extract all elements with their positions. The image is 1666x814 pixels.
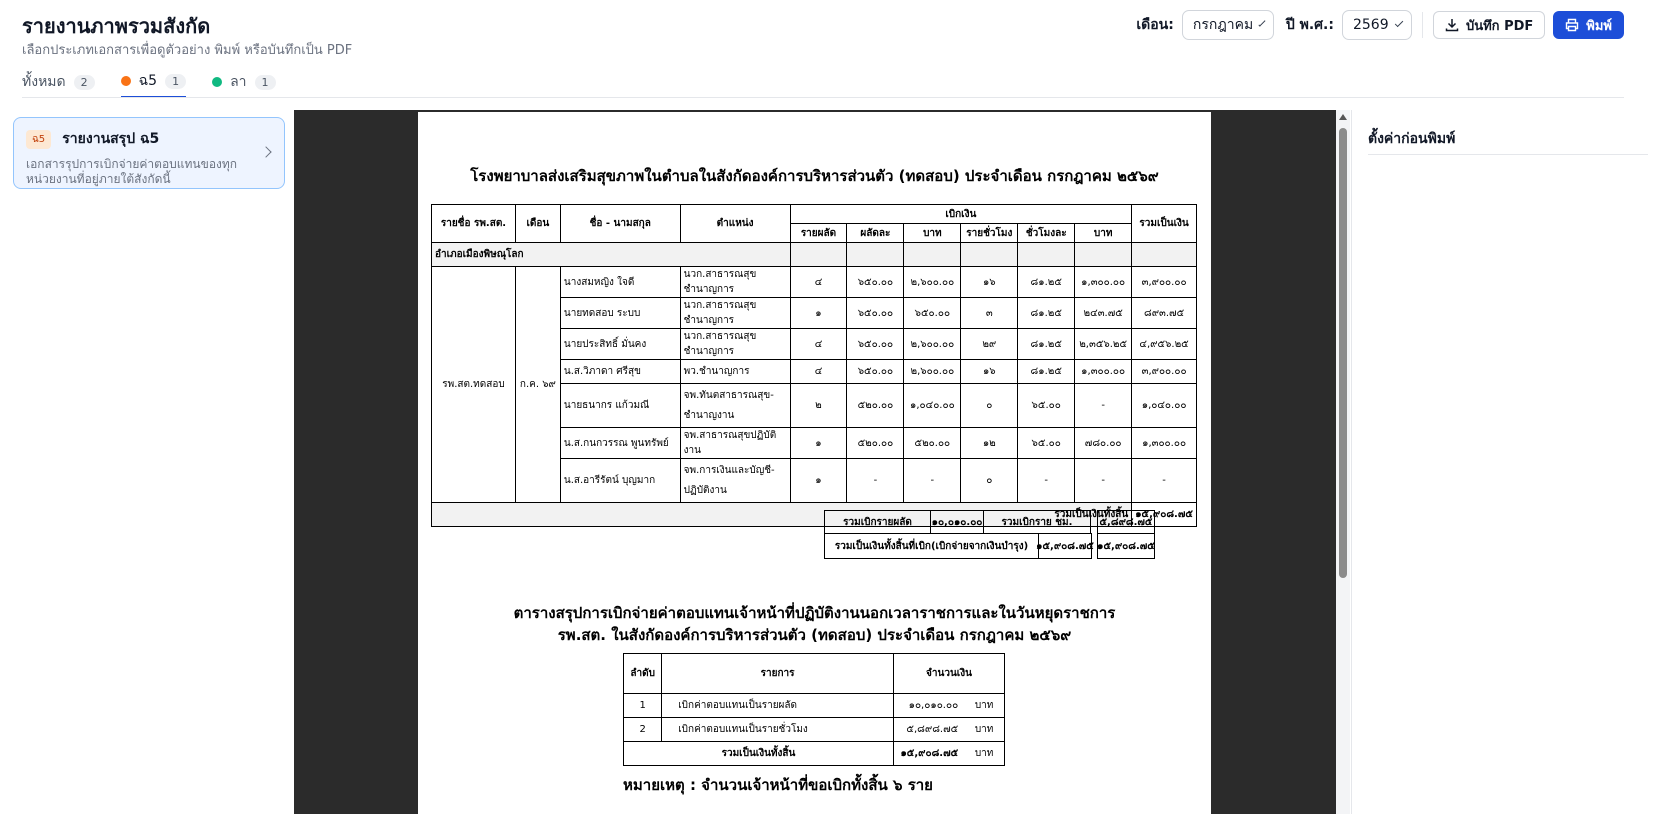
green-dot-icon xyxy=(212,77,222,87)
cell-hour-baht: ๑,๓๐๐.๐๐ xyxy=(1075,267,1132,298)
cell-shifts: ๔ xyxy=(790,329,847,360)
summary-total-label: รวมเป็นเงินทั้งสิ้น xyxy=(624,742,894,766)
print-button[interactable] xyxy=(1553,11,1624,39)
year-select-value: 2569 xyxy=(1352,17,1389,33)
card-description: เอกสารรุปการเบิกจ่ายค่าตอบแทนของทุกหน่วยงานที่อยู่ภายใต้สังกัดนี้ xyxy=(26,157,238,186)
cell-position: จพ.การเงินและบัญชี-ปฏิบัติงาน xyxy=(680,459,790,503)
tab-all[interactable] xyxy=(22,66,95,98)
tab-count: 1 xyxy=(165,74,186,89)
cell-hour-baht: ๑,๓๐๐.๐๐ xyxy=(1075,360,1132,384)
th-total: รวมเป็นเงิน xyxy=(1132,205,1197,243)
cell-item: เบิกค่าตอบแทนเป็นรายชั่วโมง xyxy=(662,718,894,742)
chevron-down-icon xyxy=(1394,19,1403,28)
summary-title-line1: ตารางสรุปการเบิกจ่ายค่าตอบแทนเจ้าหน้าที่ปฏิบัติงานนอกเวลาราชการและในวันหยุดราชการ xyxy=(513,604,1116,622)
cell-name: นายทดสอบ ระบบ xyxy=(560,298,680,329)
cell-shift-baht: ๒,๖๐๐.๐๐ xyxy=(904,329,961,360)
cell-hour-rate: ๘๑.๒๕ xyxy=(1018,360,1075,384)
cell-total: - xyxy=(1132,459,1197,503)
report-card-ch5[interactable] xyxy=(13,117,285,189)
summary-title-line2: รพ.สต. ในสังกัดองค์การบริหารส่วนตัว (ทดสอบ) ประจำเดือน กรกฎาคม ๒๕๖๙ xyxy=(557,626,1072,644)
detail-table xyxy=(431,204,1197,527)
th-baht: บาท xyxy=(1075,224,1132,243)
table-row xyxy=(432,267,1197,298)
document-page xyxy=(418,112,1211,814)
cell-hour-rate: ๖๕.๐๐ xyxy=(1018,384,1075,428)
table-row xyxy=(624,718,1005,742)
tab-count: 1 xyxy=(255,75,276,90)
cell-hours: ๐ xyxy=(961,459,1018,503)
cell-unit: บาท xyxy=(964,718,1004,742)
cell-shift-rate: ๖๕๐.๐๐ xyxy=(847,329,904,360)
cell-amount: ๕,๘๙๘.๗๕ xyxy=(893,718,964,742)
document-note: หมายเหตุ : จำนวนเจ้าหน้าที่ขอเบิกทั้งสิ้น ๖ ราย xyxy=(623,776,933,794)
month-select-value: กรกฎาคม xyxy=(1192,17,1254,33)
cell-total: ๓,๙๐๐.๐๐ xyxy=(1132,267,1197,298)
panel-divider xyxy=(1368,154,1648,155)
cell-name: นางสมหญิง ใจดี xyxy=(560,267,680,298)
printer-icon xyxy=(1565,18,1579,32)
cell-name: นายประสิทธิ์ มั่นคง xyxy=(560,329,680,360)
cell-position: จพ.สาธารณสุขปฏิบัติงาน xyxy=(680,428,790,459)
cell-name: น.ส.วิภาดา ศรีสุข xyxy=(560,360,680,384)
sum-hour-value: ๕,๘๙๘.๗๕ xyxy=(1097,510,1155,534)
district-cell: อำเภอเมืองพิษณุโลก xyxy=(432,243,791,267)
cell-shift-baht: ๒,๖๐๐.๐๐ xyxy=(904,360,961,384)
th-per-hour-rate: ชั่วโมงละ xyxy=(1018,224,1075,243)
cell-shift-baht: - xyxy=(904,459,961,503)
cell-hours: ๑๒ xyxy=(961,428,1018,459)
summary-total-unit: บาท xyxy=(964,742,1004,766)
th-per-hour: รายชั่วโมง xyxy=(961,224,1018,243)
cell-item: เบิกค่าตอบแทนเป็นรายผลัด xyxy=(662,694,894,718)
sum-all-value-1: ๑๕,๙๐๘.๗๕ xyxy=(1038,533,1092,559)
year-label: ปี พ.ศ.: xyxy=(1285,17,1334,33)
th-no: ลำดับ xyxy=(624,654,662,694)
save-pdf-button[interactable] xyxy=(1433,11,1545,39)
cell-shift-rate: ๖๕๐.๐๐ xyxy=(847,298,904,329)
filter-tabs xyxy=(22,66,276,98)
th-amount: จำนวนเงิน xyxy=(893,654,1004,694)
page-header xyxy=(0,0,1666,60)
sum-hour-label: รวมเบิกราย ชม. xyxy=(983,510,1091,534)
summary-total-row xyxy=(624,742,1005,766)
scrollbar-thumb[interactable] xyxy=(1339,128,1347,578)
th-position: ตำแหน่ง xyxy=(680,205,790,243)
tab-label: ฉ5 xyxy=(138,73,158,89)
cell-total: ๑,๐๔๐.๐๐ xyxy=(1132,384,1197,428)
page-title: รายงานภาพรวมสังกัด xyxy=(22,14,211,38)
sum-all-label: รวมเป็นเงินทั้งสิ้นที่เบิก(เบิกจ่ายจากเงินบำรุง) xyxy=(824,533,1039,559)
cell-hour-baht: ๗๘๐.๐๐ xyxy=(1075,428,1132,459)
card-badge: ฉ5 xyxy=(26,130,51,149)
cell-unit: บาท xyxy=(964,694,1004,718)
tab-leave[interactable] xyxy=(212,66,275,98)
sum-shift-label: รวมเบิกรายผลัด xyxy=(824,510,931,534)
page-subtitle: เลือกประเภทเอกสารเพื่อดูตัวอย่าง พิมพ์ หรือบันทึกเป็น PDF xyxy=(22,43,353,58)
th-item: รายการ xyxy=(662,654,894,694)
chevron-right-icon xyxy=(260,146,271,157)
cell-total: ๘๙๓.๗๕ xyxy=(1132,298,1197,329)
cell-hour-rate: ๖๕.๐๐ xyxy=(1018,428,1075,459)
cell-position: นวก.สาธารณสุขชำนาญการ xyxy=(680,267,790,298)
cell-total: ๔,๙๕๖.๒๕ xyxy=(1132,329,1197,360)
cell-shifts: ๔ xyxy=(790,267,847,298)
cell-hour-baht: ๒๔๓.๗๕ xyxy=(1075,298,1132,329)
cell-shift-baht: ๒,๖๐๐.๐๐ xyxy=(904,267,961,298)
facility-cell: รพ.สต.ทดสอบ xyxy=(432,267,516,503)
year-select[interactable] xyxy=(1342,10,1412,40)
print-label: พิมพ์ xyxy=(1586,18,1612,34)
cell-position: พว.ชำนาญการ xyxy=(680,360,790,384)
th-disburse: เบิกเงิน xyxy=(790,205,1132,224)
download-icon xyxy=(1445,18,1459,32)
tabs-divider xyxy=(22,97,1624,98)
cell-shifts: ๑ xyxy=(790,298,847,329)
cell-position: นวก.สาธารณสุขชำนาญการ xyxy=(680,298,790,329)
cell-shift-rate: ๕๒๐.๐๐ xyxy=(847,384,904,428)
cell-hour-baht: ๒,๓๕๖.๒๕ xyxy=(1075,329,1132,360)
tab-label: ลา xyxy=(230,74,247,90)
summary-total-value: ๑๕,๙๐๘.๗๕ xyxy=(893,742,964,766)
cell-position: จพ.ทันตสาธารณสุข-ชำนาญงาน xyxy=(680,384,790,428)
toolbar xyxy=(1136,11,1624,39)
cell-amount: ๑๐,๐๑๐.๐๐ xyxy=(893,694,964,718)
cell-name: น.ส.อารีรัตน์ บุญมาก xyxy=(560,459,680,503)
month-select[interactable] xyxy=(1182,10,1274,40)
th-month: เดือน xyxy=(515,205,560,243)
cell-shift-rate: - xyxy=(847,459,904,503)
cell-total: ๓,๙๐๐.๐๐ xyxy=(1132,360,1197,384)
cell-shifts: ๑ xyxy=(790,459,847,503)
summary-title xyxy=(418,602,1211,646)
print-settings-title: ตั้งค่าก่อนพิมพ์ xyxy=(1368,131,1456,147)
summary-table xyxy=(623,653,1005,766)
chevron-down-icon xyxy=(1259,20,1266,27)
th-per-shift: รายผลัด xyxy=(790,224,847,243)
tab-ch5[interactable] xyxy=(121,66,186,98)
cell-shifts: ๔ xyxy=(790,360,847,384)
table-row xyxy=(624,694,1005,718)
cell-hour-rate: ๘๑.๒๕ xyxy=(1018,329,1075,360)
cell-hour-rate: ๘๑.๒๕ xyxy=(1018,298,1075,329)
save-pdf-label: บันทึก PDF xyxy=(1465,18,1534,34)
cell-hours: ๒๙ xyxy=(961,329,1018,360)
cell-no: 2 xyxy=(624,718,662,742)
preview-scrollbar[interactable] xyxy=(1336,110,1350,814)
month-cell: ก.ค. ๖๙ xyxy=(515,267,560,503)
tab-count: 2 xyxy=(74,75,95,90)
cell-shifts: ๑ xyxy=(790,428,847,459)
cell-hour-baht: - xyxy=(1075,384,1132,428)
cell-hour-rate: ๘๑.๒๕ xyxy=(1018,267,1075,298)
grand-total-label: รวมเป็นเงินทั้งสิ้น xyxy=(432,503,1132,527)
cell-hours: ๐ xyxy=(961,384,1018,428)
print-settings-panel xyxy=(1351,110,1666,814)
month-label: เดือน: xyxy=(1136,17,1174,33)
cell-name: นายธนากร แก้วมณี xyxy=(560,384,680,428)
grand-total-value: ๑๕,๙๐๘.๗๕ xyxy=(1132,503,1197,527)
cell-hour-rate: - xyxy=(1018,459,1075,503)
cell-shift-baht: ๕๒๐.๐๐ xyxy=(904,428,961,459)
cell-shifts: ๒ xyxy=(790,384,847,428)
cell-shift-rate: ๕๒๐.๐๐ xyxy=(847,428,904,459)
document-title: โรงพยาบาลส่งเสริมสุขภาพในตำบลในสังกัดองค์การบริหารส่วนตัว (ทดสอบ) ประจำเดือน กรกฎาคม ๒๕๖๙ xyxy=(470,167,1159,185)
cell-shift-rate: ๖๕๐.๐๐ xyxy=(847,360,904,384)
cell-name: น.ส.กนกวรรณ พูนทรัพย์ xyxy=(560,428,680,459)
th-per-shift-rate: ผลัดละ xyxy=(847,224,904,243)
cell-no: 1 xyxy=(624,694,662,718)
cell-hours: ๓ xyxy=(961,298,1018,329)
cell-position: นวก.สาธารณสุขชำนาญการ xyxy=(680,329,790,360)
cell-hours: ๑๖ xyxy=(961,360,1018,384)
cell-shift-baht: ๖๕๐.๐๐ xyxy=(904,298,961,329)
cell-total: ๑,๓๐๐.๐๐ xyxy=(1132,428,1197,459)
th-name: ชื่อ - นามสกุล xyxy=(560,205,680,243)
th-baht: บาท xyxy=(904,224,961,243)
card-title: รายงานสรุป ฉ5 xyxy=(62,131,160,147)
sum-shift-value: ๑๐,๐๑๐.๐๐ xyxy=(930,510,984,534)
scroll-up-icon[interactable] xyxy=(1339,114,1347,120)
cell-shift-baht: ๑,๐๔๐.๐๐ xyxy=(904,384,961,428)
tab-label: ทั้งหมด xyxy=(22,74,66,90)
cell-hours: ๑๖ xyxy=(961,267,1018,298)
toolbar-divider xyxy=(1422,12,1423,38)
cell-shift-rate: ๖๕๐.๐๐ xyxy=(847,267,904,298)
sum-all-value-2: ๑๕,๙๐๘.๗๕ xyxy=(1097,533,1155,559)
orange-dot-icon xyxy=(121,76,131,86)
th-facility: รายชื่อ รพ.สต. xyxy=(432,205,516,243)
cell-hour-baht: - xyxy=(1075,459,1132,503)
